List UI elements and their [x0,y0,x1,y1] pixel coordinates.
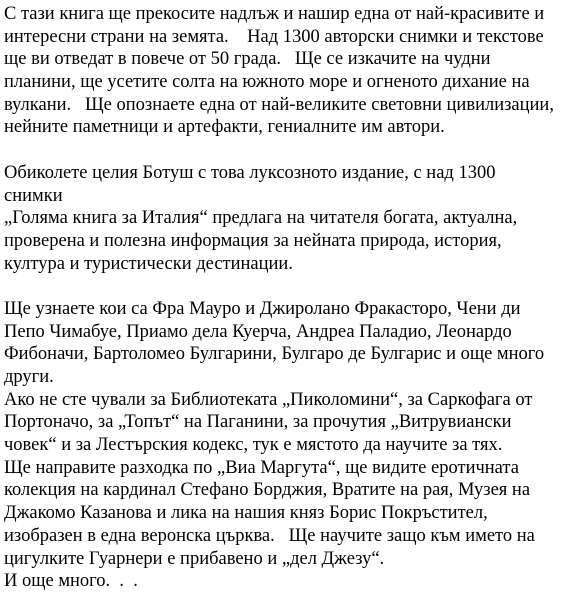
intro-paragraph [4,3,576,139]
edition-paragraph [4,162,576,275]
text-line: Ако не сте чували за Библиотеката „Пиколомини“, за Саркофага от [4,389,533,410]
text-line: изобразен в една веронска църква. Ще научите защо към името на [4,525,535,546]
text-line: култура и туристически дестинации. [4,253,293,274]
text-line: С тази книга ще прекосите надлъж и нашир една от най-красивите и [4,4,545,24]
document-body [4,3,576,593]
text-line: Пепо Чимабуе, Приамо дела Куерча, Андреа Паладио, Леонардо [4,321,512,342]
text-line: Ще узнаете кои са Фра Мауро и Джиролано Фракасторо, Чени ди [4,298,521,319]
paragraph-spacer [4,139,576,162]
text-line: ще ви отведат в повече от 50 града. Ще се изкачите на чудни [4,49,491,70]
text-line: Джакомо Казанова и лика на нашия княз Борис Покръстител, [4,503,488,524]
paragraph-spacer [4,275,576,298]
text-line: планини, ще усетите солта на южното море и огненото дихание на [4,72,530,93]
text-line: цигулките Гуарнери е прибавено и „дел Джезу“. [4,548,385,569]
details-paragraph [4,298,576,593]
text-line: снимки [4,185,63,206]
text-line: Ще направите разходка по „Виа Маргута“, ще видите еротичната [4,457,519,478]
text-line: проверена и полезна информация за нейната природа, история, [4,230,502,251]
text-line: колекция на кардинал Стефано Борджия, Вратите на рая, Музея на [4,480,531,501]
text-line: интересни страни на земята. Над 1300 авторски снимки и текстове [4,26,544,47]
text-line: И още много. . . [4,571,138,592]
text-line: Портоначо, за „Топът“ на Паганини, за прочутия „Витрувиански [4,412,512,433]
text-line: вулкани. Ще опознаете една от най-великите световни цивилизации, [4,94,554,115]
text-line: човек“ и за Лестърския кодекс, тук е мястото да научите за тях. [4,435,503,456]
text-line: нейните паметници и артефакти, гениалните им автори. [4,117,445,138]
text-line: Фибоначи, Бартоломео Булгарини, Булгаро де Булгарис и още много [4,344,545,365]
text-line: други. [4,367,54,387]
text-line: Обиколете целия Ботуш с това луксозното издание, с над 1300 [4,162,496,183]
text-line: „Голяма книга за Италия“ предлага на читателя богата, актуална, [4,208,518,229]
